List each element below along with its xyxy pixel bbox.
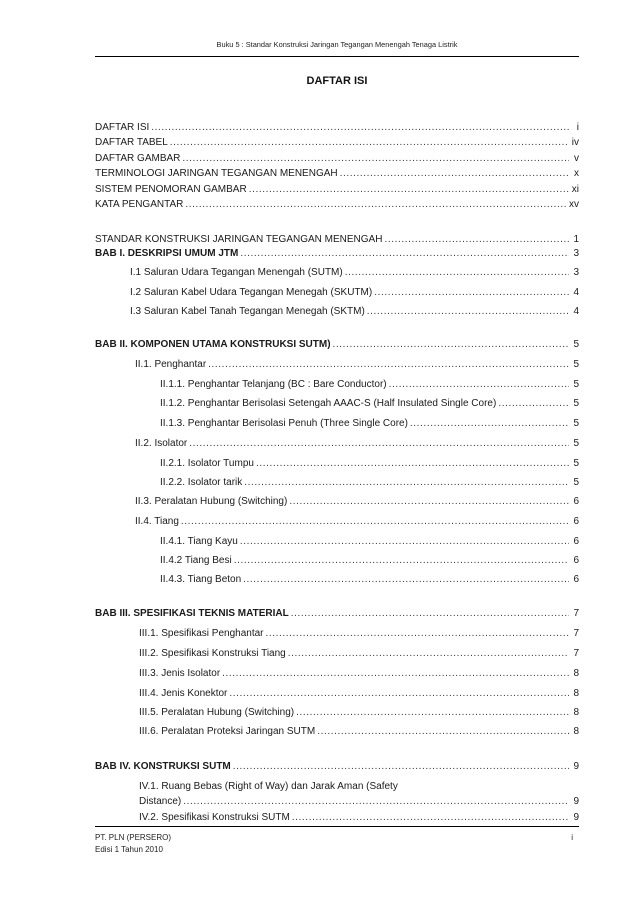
toc-entry-page: 3 [573,267,579,278]
toc-entry[interactable] [130,265,579,280]
dot-leader [170,135,569,150]
toc-entry-page: 9 [573,796,579,807]
toc-entry-label: III.3. Jenis Isolator [139,668,221,679]
toc-entry[interactable] [139,666,579,681]
toc-entry[interactable] [139,724,579,739]
toc-entry-label: IV.2. Spesifikasi Konstruksi SUTM [139,812,290,823]
toc-entry[interactable] [95,197,579,212]
footer-page-number: i [571,833,573,842]
footer-company: PT. PLN (PERSERO) [95,833,172,842]
toc-entry[interactable] [160,553,579,568]
toc-entry-page: 5 [573,458,579,469]
dot-leader [182,151,569,166]
toc-entry[interactable] [160,534,579,549]
page-title: DAFTAR ISI [306,75,368,87]
toc-entry[interactable] [135,494,579,509]
header-rule [95,56,579,57]
dot-leader [243,572,569,587]
dot-leader [240,534,569,549]
dot-leader [410,416,569,431]
footer-edition: Edisi 1 Tahun 2010 [95,845,163,854]
toc-entry-page: 5 [573,379,579,390]
dot-leader [249,182,569,197]
toc-entry[interactable] [160,456,579,471]
toc-entry[interactable] [95,120,579,135]
toc-entry-label: TERMINOLOGI JARINGAN TEGANGAN MENENGAH [95,168,338,179]
dot-leader [222,666,569,681]
toc-entry-label: II.1.1. Penghantar Telanjang (BC : Bare Conductor) [160,379,387,390]
toc-entry-page: 5 [573,359,579,370]
toc-entry-label: III.2. Spesifikasi Konstruksi Tiang [139,648,286,659]
toc-entry-label: III.5. Peralatan Hubung (Switching) [139,707,295,718]
toc-entry-page: 4 [573,287,579,298]
dot-leader [266,626,569,641]
toc-entry-page: i [576,122,579,133]
toc-entry[interactable] [95,182,579,197]
toc-entry-page: 9 [573,812,579,823]
dot-leader [233,759,569,774]
toc-entry-label: III.4. Jenis Konektor [139,688,228,699]
toc-entry-label-cont: Distance) [139,796,182,807]
toc-entry[interactable] [95,151,579,166]
dot-leader [181,514,569,529]
toc-entry[interactable] [95,246,579,261]
toc-entry-page: 8 [573,707,579,718]
toc-entry-label: BAB II. KOMPONEN UTAMA KONSTRUKSI SUTM) [95,339,331,350]
toc-entry[interactable] [95,135,579,150]
toc-entry-label: DAFTAR GAMBAR [95,153,181,164]
page-footer [95,832,579,856]
dot-leader [340,166,569,181]
dot-leader [384,232,569,247]
footer-rule [95,826,579,827]
dot-leader [183,794,569,809]
toc-entry-page: v [574,153,579,164]
toc-entry[interactable] [130,304,579,319]
toc-entry-label: SISTEM PENOMORAN GAMBAR [95,184,247,195]
dot-leader [291,606,569,621]
toc-entry-label: II.4.3. Tiang Beton [160,574,242,585]
dot-leader [189,436,569,451]
dot-leader [240,246,569,261]
toc-entry[interactable] [139,810,579,825]
toc-entry-label: BAB III. SPESIFIKASI TEKNIS MATERIAL [95,608,289,619]
toc-entry-label: II.2. Isolator [135,438,188,449]
toc-entry[interactable] [95,606,579,621]
toc-entry-label: KATA PENGANTAR [95,199,184,210]
toc-entry-label: II.4. Tiang [135,516,179,527]
dot-leader [367,304,569,319]
dot-leader [234,553,569,568]
dot-leader [317,724,569,739]
dot-leader [289,494,569,509]
toc-entry[interactable] [139,686,579,701]
toc-entry[interactable] [135,514,579,529]
toc-entry-label: II.4.1. Tiang Kayu [160,536,238,547]
toc-entry-label: DAFTAR TABEL [95,137,168,148]
toc-entry-page: xv [569,199,579,210]
toc-entry[interactable] [139,779,579,809]
dot-leader [208,357,569,372]
toc-entry-page: 8 [573,688,579,699]
toc-entry[interactable] [160,416,579,431]
toc-entry-label: II.1.3. Penghantar Berisolasi Penuh (Three Single Core) [160,418,408,429]
toc-entry-page: iv [571,137,579,148]
toc-entry-page: 7 [573,628,579,639]
toc-entry-page: 6 [573,574,579,585]
toc-entry-page: 8 [573,668,579,679]
toc-entry-page: 6 [573,496,579,507]
toc-entry[interactable] [160,377,579,392]
toc-entry-page: x [574,168,579,179]
dot-leader [185,197,567,212]
dot-leader [256,456,569,471]
toc-entry-label: I.1 Saluran Udara Tegangan Menengah (SUTM) [130,267,343,278]
toc-entry-page: 5 [573,438,579,449]
toc-entry-label: BAB IV. KONSTRUKSI SUTM [95,761,231,772]
toc-entry-label: II.2.2. Isolator tarik [160,477,243,488]
toc-entry[interactable] [95,759,579,774]
dot-leader [333,337,569,352]
dot-leader [345,265,569,280]
toc-entry-label: III.6. Peralatan Proteksi Jaringan SUTM [139,726,316,737]
toc-entry-label: II.1. Penghantar [135,359,207,370]
dot-leader [229,686,569,701]
toc-entry[interactable] [95,337,579,352]
dot-leader [151,120,569,135]
toc-entry-label: II.4.2 Tiang Besi [160,555,232,566]
toc-entry-label: DAFTAR ISI [95,122,150,133]
toc-entry-label: STANDAR KONSTRUKSI JARINGAN TEGANGAN MENENGAH [95,234,383,245]
toc-entry[interactable] [135,357,579,372]
toc-entry-page: 6 [573,516,579,527]
dot-leader [288,646,569,661]
toc-entry[interactable] [139,646,579,661]
toc-entry-page: 5 [573,398,579,409]
dot-leader [244,475,569,490]
toc-entry-page: 7 [573,648,579,659]
toc-entry[interactable] [160,396,579,411]
toc-entry[interactable] [130,285,579,300]
toc-entry-label: I.3 Saluran Kabel Tanah Tegangan Menegah (SKTM) [130,306,365,317]
toc-entry-page: 5 [573,477,579,488]
toc-entry-label: BAB I. DESKRIPSI UMUM JTM [95,248,239,259]
toc-entry-page: 9 [573,761,579,772]
dot-leader [292,810,569,825]
toc-entry[interactable] [95,166,579,181]
toc-entry[interactable] [160,475,579,490]
toc-entry[interactable] [95,232,579,247]
toc-entry[interactable] [160,572,579,587]
dot-leader [389,377,569,392]
toc-entry-page: 5 [573,339,579,350]
dot-leader [374,285,569,300]
toc-entry-label: I.2 Saluran Kabel Udara Tegangan Menegah (SKUTM) [130,287,373,298]
toc-entry[interactable] [135,436,579,451]
toc-entry-page: 6 [573,555,579,566]
toc-entry[interactable] [139,626,579,641]
toc-entry[interactable] [139,705,579,720]
toc-entry-label: IV.1. Ruang Bebas (Right of Way) dan Jarak Aman (Safety [139,781,398,792]
toc-entry-page: 4 [573,306,579,317]
toc-entry-page: xi [571,184,579,195]
dot-leader [296,705,569,720]
toc-entry-label: III.1. Spesifikasi Penghantar [139,628,264,639]
toc-entry-page: 1 [573,234,579,245]
toc-entry-page: 7 [573,608,579,619]
toc-entry-label: II.1.2. Penghantar Berisolasi Setengah AAAC-S (Half Insulated Single Core) [160,398,497,409]
toc-entry-page: 8 [573,726,579,737]
toc-entry-page: 3 [573,248,579,259]
toc-entry-label: II.2.1. Isolator Tumpu [160,458,254,469]
dot-leader [498,396,569,411]
toc-entry-page: 6 [573,536,579,547]
toc-entry-page: 5 [573,418,579,429]
toc-entry-label: II.3. Peralatan Hubung (Switching) [135,496,288,507]
running-header: Buku 5 : Standar Konstruksi Jaringan Tegangan Menengah Tenaga Listrik [216,40,458,49]
